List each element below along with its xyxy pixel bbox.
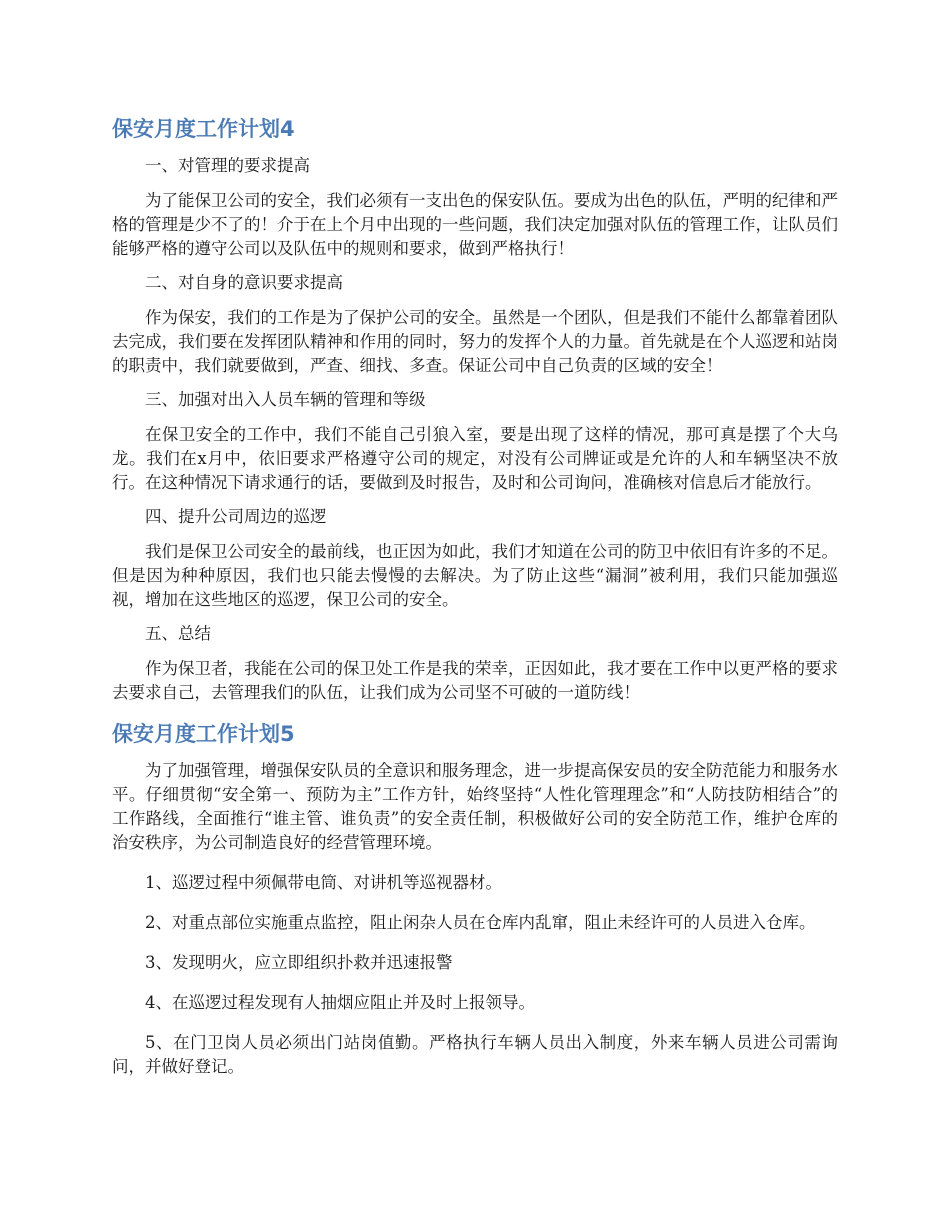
section-heading: 四、提升公司周边的巡逻 xyxy=(145,507,327,526)
section-heading: 五、总结 xyxy=(145,624,211,643)
section-heading: 三、加强对出入人员车辆的管理和等级 xyxy=(145,390,426,409)
section-body: 作为保卫者，我能在公司的保卫处工作是我的荣幸，正因如此，我才要在工作中以更严格的要求去要求自己，去管理我们的队伍，让我们成为公司坚不可破的一道防线！ xyxy=(112,659,838,702)
section-heading: 二、对自身的意识要求提高 xyxy=(145,273,343,292)
list-item: 3、发现明火，应立即组织扑救并迅速报警 xyxy=(145,953,453,972)
plan5-title: 保安月度工作计划5 xyxy=(112,722,295,746)
list-item: 4、在巡逻过程发现有人抽烟应阻止并及时上报领导。 xyxy=(145,993,535,1012)
section-body: 为了能保卫公司的安全，我们必须有一支出色的保安队伍。要成为出色的队伍，严明的纪律和严格的管理是少不了的！介于在上个月中出现的一些问题，我们决定加强对队伍的管理工作，让队员们能够严格的遵守公司以及队伍中的规则和要求，做到严格执行！ xyxy=(112,191,838,258)
section-body: 在保卫安全的工作中，我们不能自己引狼入室，要是出现了这样的情况，那可真是摆了个大乌龙。我们在x月中，依旧要求严格遵守公司的规定，对没有公司牌证或是允许的人和车辆坚决不放行。在这种情况下请求通行的话，要做到及时报告，及时和公司询问，准确核对信息后才能放行。 xyxy=(112,425,838,492)
section-body: 我们是保卫公司安全的最前线，也正因为如此，我们才知道在公司的防卫中依旧有许多的不足。但是因为种种原因，我们也只能去慢慢的去解决。为了防止这些“漏洞”被利用，我们只能加强巡视，增加在这些地区的巡逻，保卫公司的安全。 xyxy=(112,542,838,609)
document-page xyxy=(112,100,838,1095)
section-body: 作为保安，我们的工作是为了保护公司的安全。虽然是一个团队，但是我们不能什么都靠着团队去完成，我们要在发挥团队精神和作用的同时，努力的发挥个人的力量。首先就是在个人巡逻和站岗的职责中，我们就要做到，严查、细找、多查。保证公司中自己负责的区域的安全！ xyxy=(112,308,838,375)
plan4-title: 保安月度工作计划4 xyxy=(112,117,295,141)
plan5-intro: 为了加强管理，增强保安队员的全意识和服务理念，进一步提高保安员的安全防范能力和服务水平。仔细贯彻“安全第一、预防为主”工作方针，始终坚持“人性化管理理念”和“人防技防相结合”的工作路线，全面推行“谁主管、谁负责”的安全责任制，积极做好公司的安全防范工作，维护仓库的治安秩序，为公司制造良好的经营管理环境。 xyxy=(112,761,838,852)
list-item: 5、在门卫岗人员必须出门站岗值勤。严格执行车辆人员出入制度，外来车辆人员进公司需询问，并做好登记。 xyxy=(112,1033,838,1076)
plan5-content xyxy=(112,759,838,1079)
section-heading: 一、对管理的要求提高 xyxy=(145,156,310,175)
list-item: 2、对重点部位实施重点监控，阻止闲杂人员在仓库内乱窜，阻止未经许可的人员进入仓库。 xyxy=(145,913,816,932)
list-item: 1、巡逻过程中须佩带电筒、对讲机等巡视器材。 xyxy=(145,873,502,892)
